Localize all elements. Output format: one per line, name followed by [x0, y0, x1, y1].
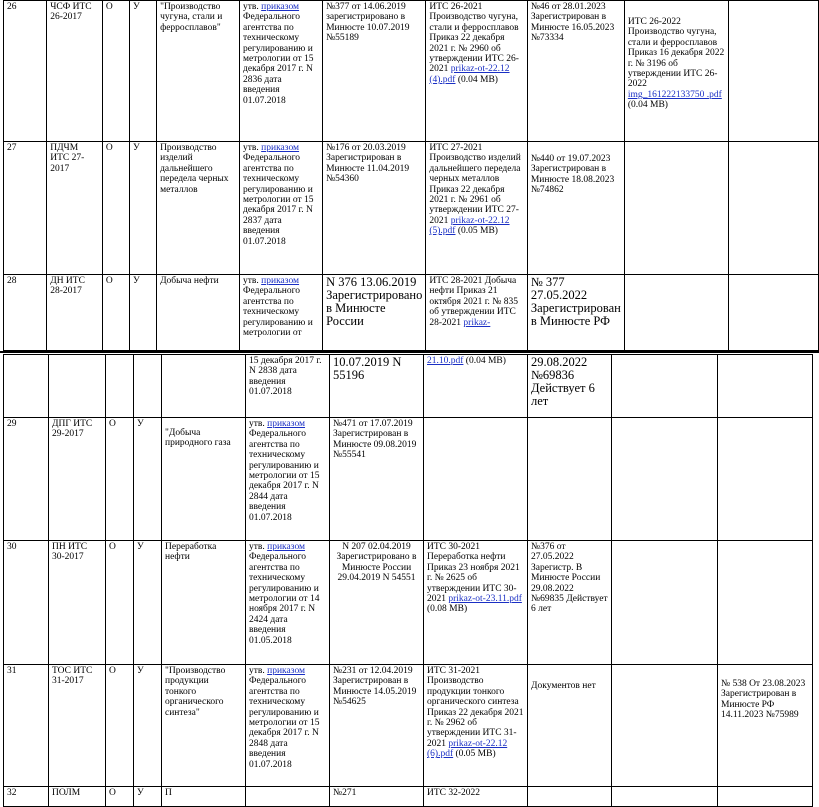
col-o: О — [106, 787, 134, 807]
order-link[interactable]: приказом — [261, 2, 300, 12]
col-u: У — [129, 142, 156, 275]
updated-registration — [527, 275, 624, 351]
table-row — [4, 142, 819, 275]
new-its — [624, 1, 729, 142]
order-prefix: утв. — [243, 143, 259, 153]
file-size: (0.05 МВ) — [455, 749, 496, 760]
updated-its-pdf-link[interactable]: prikaz-ot-22.12 (6).pdf — [427, 738, 508, 760]
col-u: У — [134, 665, 162, 787]
file-size: (0.04 МВ) — [465, 356, 506, 366]
its-code: ДПГ ИТС 29-2017 — [49, 418, 106, 541]
its-table-bottom — [3, 354, 813, 807]
updated-registration-large: 29.08.2022 №69836 Действует 6 лет — [531, 355, 595, 408]
new-its — [624, 275, 729, 351]
table-row — [4, 787, 813, 807]
order-link[interactable]: приказом — [267, 666, 306, 676]
approval-order — [240, 1, 323, 142]
updated-its — [426, 142, 527, 275]
row-number: 32 — [4, 787, 49, 807]
row-number: 28 — [4, 275, 47, 351]
row-number: 27 — [4, 142, 47, 275]
updated-registration: №46 от 28.01.2023 Зарегистрирован в Минюсте 16.05.2023 №73334 — [527, 1, 624, 142]
order-prefix: утв. — [249, 419, 265, 429]
its-name: Производство изделий дальнейшего передела черных металлов — [157, 142, 240, 275]
file-size: (0.04 МВ) — [457, 74, 498, 85]
col-o: О — [102, 142, 129, 275]
col-u: У — [134, 541, 162, 665]
row-number: 31 — [4, 665, 49, 787]
order-text: Федерального агентства по техническому регулированию и метрологии от 14 ноября 2017 г. N 2424 дата введения 01.05.2018 — [249, 552, 320, 646]
table-row — [4, 541, 813, 665]
its-code: ДН ИТС 28-2017 — [47, 275, 103, 351]
new-its-pdf-link[interactable]: img_161222133750 .pdf — [627, 89, 722, 100]
order-link[interactable]: приказом — [267, 419, 306, 429]
col-o: О — [106, 541, 134, 665]
updated-its-pdf-link[interactable]: prikaz-ot-22.12 (4).pdf — [429, 64, 510, 85]
col-o: О — [102, 275, 129, 351]
order-prefix: утв. — [249, 666, 265, 676]
registration-info: №377 от 14.06.2019 зарегистрировано в Минюсте 10.07.2019 №55189 — [323, 1, 426, 142]
updated-its — [424, 541, 528, 665]
page-break-line — [0, 351, 819, 353]
registration-info: N 207 02.04.2019 Зарегистрировано в Минюсте России 29.04.2019 N 54551 — [330, 541, 424, 665]
updated-its — [426, 275, 527, 351]
approval-order — [240, 142, 323, 275]
extra-registration — [729, 142, 819, 275]
updated-its — [424, 665, 528, 787]
its-name: "Производство продукции тонкого органического синтеза" — [162, 665, 246, 787]
col-o: О — [106, 665, 134, 787]
approval-order — [246, 418, 330, 541]
table-row — [4, 275, 819, 351]
registration-info: №231 от 12.04.2019 Зарегистрирован в Минюсте 14.05.2019 №54625 — [330, 665, 424, 787]
order-prefix: утв. — [243, 2, 259, 12]
registration-info-large: 10.07.2019 N 55196 — [333, 355, 402, 382]
registration-info-large: N 376 13.06.2019 Зарегистрировано в Минюсте России — [326, 275, 423, 328]
file-size: (0.05 МВ) — [457, 226, 498, 237]
order-link[interactable]: приказом — [261, 143, 300, 153]
table-row-continuation — [4, 355, 813, 418]
order-link[interactable]: приказом — [267, 542, 306, 552]
its-code: ПН ИТС 30-2017 — [49, 541, 106, 665]
approval-order — [246, 541, 330, 665]
updated-registration — [528, 355, 612, 418]
its-name: П — [162, 787, 246, 807]
its-code: ЧСФ ИТС 26-2017 — [47, 1, 103, 142]
updated-its-pdf-link[interactable]: prikaz-ot-23.11.pdf — [448, 594, 522, 605]
new-its — [624, 142, 729, 275]
updated-its-text: ИТС 26-2021 Производство чугуна, стали и ферросплавов Приказ 22 декабря 2021 г. № 2960 об утверждении ИТС 26-2021 — [429, 2, 519, 75]
updated-its-pdf-link[interactable]: prikaz-ot-22.12 (5).pdf — [429, 215, 510, 237]
registration-info — [323, 275, 426, 351]
registration-info: №271 — [330, 787, 424, 807]
order-text: Федерального агентства по техническому регулированию и метрологии от 15 декабря 2017 г. N 2836 дата введения 01.07.2018 — [243, 12, 314, 106]
file-size: (0.08 МВ) — [427, 604, 468, 615]
updated-registration: №376 от 27.05.2022 Зарегистр. В Минюсте России 29.08.2022 №69835 Действует 6 лет — [528, 541, 612, 665]
table-row — [4, 1, 819, 142]
new-its-text: ИТС 26-2022 Производство чугуна, стали и ферросплавов Приказ 16 декабря 2022 г. № 3196 об утверждении ИТС 26-2022 — [627, 17, 725, 90]
registration-info — [330, 355, 424, 418]
order-text: Федерального агентства по техническому регулированию и метрологии от 15 декабря 2017 г. N 2844 дата введения 01.07.2018 — [249, 429, 320, 523]
its-table-top — [3, 0, 819, 351]
updated-its — [426, 1, 527, 142]
order-text: Федерального агентства по техническому регулированию и метрологии от 15 декабря 2017 г. N 2848 дата введения 01.07.2018 — [249, 676, 320, 770]
updated-its-pdf-link[interactable]: prikaz- — [463, 317, 491, 328]
extra-registration — [729, 1, 819, 142]
updated-registration: Документов нет — [528, 665, 612, 787]
col-u: У — [134, 418, 162, 541]
its-code: ТОС ИТС 31-2017 — [49, 665, 106, 787]
order-text: Федерального агентства по техническому регулированию и метрологии от — [243, 286, 313, 339]
file-size: (0.04 МВ) — [627, 100, 668, 111]
row-number: 29 — [4, 418, 49, 541]
updated-its-text: ИТС 31-2021 Производство продукции тонкого органического синтеза Приказ 22 декабря 2021 г. № 2962 об утверждении ИТС 31-2021 — [427, 666, 524, 749]
order-prefix: утв. — [249, 542, 265, 552]
its-code: ПОЛМ — [49, 787, 106, 807]
its-name: Переработка нефти — [162, 541, 246, 665]
col-u: У — [134, 787, 162, 807]
its-name: Добыча нефти — [157, 275, 240, 351]
order-prefix: утв. — [243, 276, 259, 286]
col-o: О — [102, 1, 129, 142]
row-number: 30 — [4, 541, 49, 665]
its-name: "Производство чугуна, стали и ферросплавов" — [157, 1, 240, 142]
table-row — [4, 418, 813, 541]
extra-registration: № 538 От 23.08.2023 Зарегистрирован в Минюсте РФ 14.11.2023 №75989 — [718, 665, 813, 787]
updated-its-text: ИТС 27-2021 Производство изделий дальнейшего передела черных металлов Приказ 22 декабря 2021 г. № 2961 об утверждении ИТС 27-2021 — [429, 143, 521, 226]
updated-its-text: ИТС 28-2021 Добыча нефти Приказ 21 октября 2021 г. № 835 об утверждении ИТС 28-2021 — [429, 276, 518, 328]
registration-info: №176 от 20.03.2019 Зарегистрирован в Минюсте 11.04.2019 №54360 — [323, 142, 426, 275]
approval-order — [240, 275, 323, 351]
col-u: У — [129, 275, 156, 351]
its-code: ПДЧМ ИТС 27-2017 — [47, 142, 103, 275]
extra-registration — [729, 275, 819, 351]
order-text: Федерального агентства по техническому регулированию и метрологии от 15 декабря 2017 г. N 2837 дата введения 01.07.2018 — [243, 153, 314, 247]
row-number: 26 — [4, 1, 47, 142]
col-o: О — [106, 418, 134, 541]
approval-order: 15 декабря 2017 г. N 2838 дата введения 01.07.2018 — [246, 355, 330, 418]
updated-registration: №440 от 19.07.2023 Зарегистрирован в Минюсте 18.08.2023 №74862 — [527, 142, 624, 275]
updated-registration-large: № 377 27.05.2022 Зарегистрирован в Минюсте РФ — [530, 275, 621, 328]
updated-its — [424, 355, 528, 418]
approval-order — [246, 665, 330, 787]
table-row — [4, 665, 813, 787]
updated-its-pdf-link[interactable]: 21.10.pdf — [427, 356, 464, 366]
order-link[interactable]: приказом — [261, 276, 300, 286]
registration-info: №471 от 17.07.2019 Зарегистрирован в Минюсте 09.08.2019 №55541 — [330, 418, 424, 541]
col-u: У — [129, 1, 156, 142]
updated-its-text: ИТС 32-2022 — [424, 787, 528, 807]
its-name: "Добыча природного газа — [162, 418, 246, 541]
updated-its-text: ИТС 30-2021 Переработка нефти Приказ 23 ноября 2021 г. № 2625 об утверждении ИТС 30-2021 — [427, 542, 520, 605]
